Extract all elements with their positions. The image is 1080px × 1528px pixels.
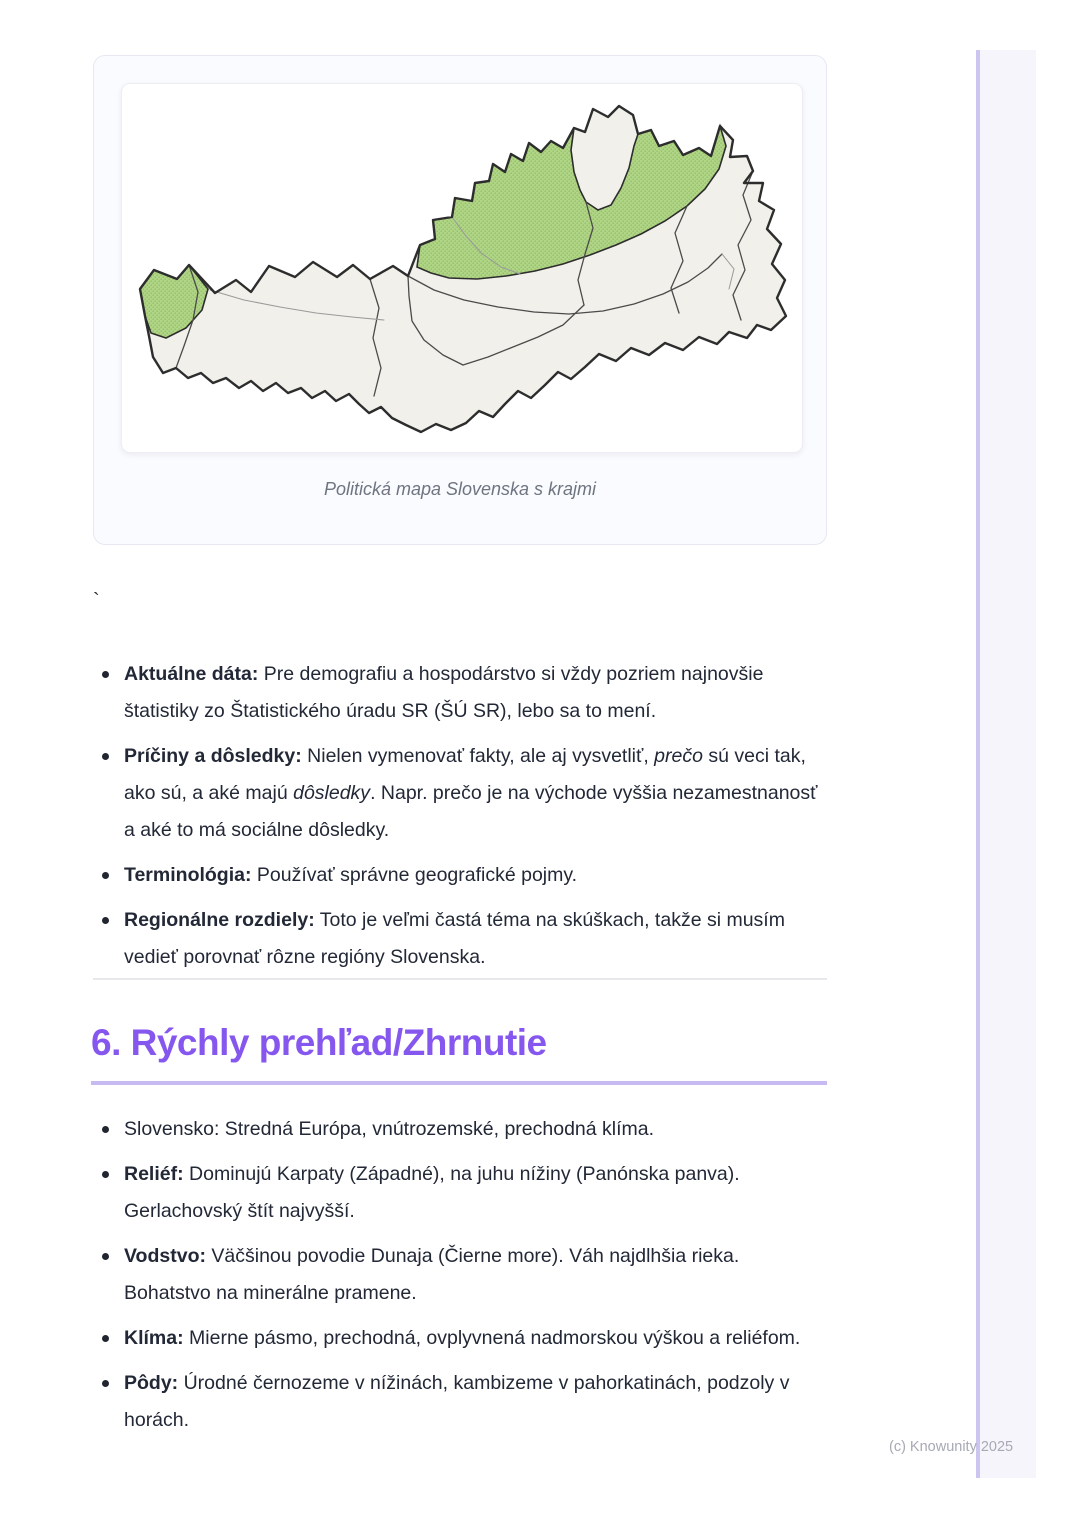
list-item <box>93 738 827 849</box>
item-text: Toto je veľmi častá téma na skúškach, takže si musím vedieť porovnať rôzne regióny Slovenska. <box>124 909 785 968</box>
list-item <box>93 1111 827 1148</box>
item-text: Úrodné černozeme v nížinách, kambizeme v pahorkatinách, podzoly v horách. <box>124 1372 790 1431</box>
item-text-italic: dôsledky <box>293 782 371 804</box>
item-term: Regionálne rozdiely: <box>124 909 315 931</box>
map-image <box>121 83 803 453</box>
item-text-italic: prečo <box>654 745 703 767</box>
section-divider <box>93 978 827 980</box>
page-edge-band <box>976 50 1036 1478</box>
item-term: Klíma: <box>124 1327 184 1349</box>
item-text: Dominujú Karpaty (Západné), na juhu nížiny (Panónska panva). Gerlachovský štít najvyšší. <box>124 1163 740 1222</box>
map-figure-card <box>93 55 827 545</box>
item-term: Terminológia: <box>124 864 252 886</box>
austria-outline-map <box>122 84 802 452</box>
list-item <box>93 857 827 894</box>
list-item <box>93 1320 827 1357</box>
item-term: Reliéf: <box>124 1163 184 1185</box>
item-text: Väčšinou povodie Dunaja (Čierne more). Váh najdlhšia rieka. Bohatstvo na minerálne pramene. <box>124 1245 740 1304</box>
item-text: Používať správne geografické pojmy. <box>251 864 578 886</box>
item-text: Pre demografiu a hospodárstvo si vždy pozriem najnovšie štatistiky zo Štatistického úradu SR (ŠÚ SR), lebo sa to mení. <box>124 663 764 722</box>
item-text: Mierne pásmo, prechodná, ovplyvnená nadmorskou výškou a reliéfom. <box>183 1327 801 1349</box>
item-term: Vodstvo: <box>124 1245 206 1267</box>
list-item <box>93 1365 827 1439</box>
item-term: Aktuálne dáta: <box>124 663 259 685</box>
list-item <box>93 1238 827 1312</box>
list-item <box>93 902 827 976</box>
item-term: Príčiny a dôsledky: <box>124 745 302 767</box>
item-term: Pôdy: <box>124 1372 179 1394</box>
summary-list <box>93 1111 827 1447</box>
list-item <box>93 1156 827 1230</box>
item-text: . Napr. prečo je na východe vyššia nezamestnanosť a aké to má sociálne dôsledky. <box>124 782 818 841</box>
item-text: sú veci tak, ako sú, a aké majú <box>124 745 806 804</box>
figure-caption: Politická mapa Slovenska s krajmi <box>323 479 597 499</box>
item-text: Slovensko: Stredná Európa, vnútrozemské, prechodná klíma. <box>124 1118 655 1140</box>
exam-tips-list <box>93 656 827 984</box>
copyright-note: (c) Knowunity 2025 <box>889 1439 1014 1455</box>
item-text: Nielen vymenovať fakty, ale aj vysvetliť, <box>301 745 655 767</box>
list-item <box>93 656 827 730</box>
stray-backtick: ` <box>93 590 100 612</box>
section-heading: 6. Rýchly prehľad/Zhrnutie <box>91 1022 827 1085</box>
